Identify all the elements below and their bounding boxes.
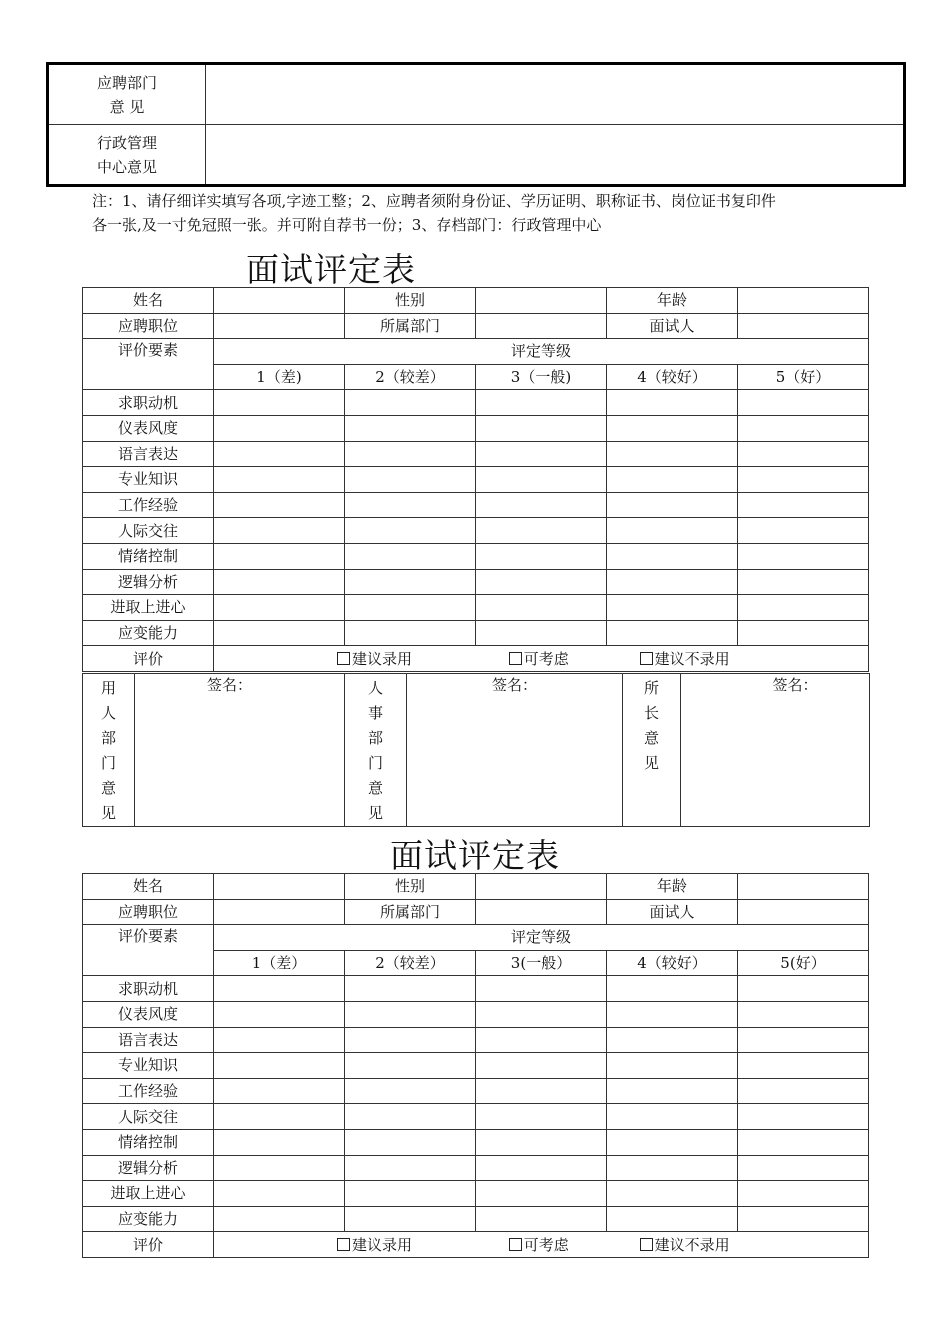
grade-cell[interactable] bbox=[738, 1053, 869, 1079]
option-label: 可考虑 bbox=[523, 1235, 569, 1254]
grade-cell[interactable] bbox=[214, 1129, 345, 1155]
table-row bbox=[83, 874, 869, 900]
field-interviewer[interactable] bbox=[738, 313, 869, 339]
grade-cell[interactable] bbox=[345, 1155, 476, 1181]
grade-cell[interactable] bbox=[476, 569, 607, 595]
grade-cell[interactable] bbox=[345, 1104, 476, 1130]
opinion-table bbox=[46, 62, 906, 187]
grade-cell[interactable] bbox=[738, 441, 869, 467]
table-row bbox=[83, 976, 869, 1002]
verdict-options bbox=[214, 1232, 869, 1258]
label-age: 年龄 bbox=[607, 874, 738, 900]
grade-header: 1（差） bbox=[214, 950, 345, 976]
option-label: 可考虑 bbox=[523, 649, 569, 668]
vert-char: 事 bbox=[367, 704, 383, 722]
label-name: 姓名 bbox=[83, 874, 214, 900]
opinion-row-admin bbox=[48, 125, 905, 186]
label-line: 中心意见 bbox=[96, 157, 157, 176]
grade-cell[interactable] bbox=[476, 1078, 607, 1104]
grade-cell[interactable] bbox=[607, 1078, 738, 1104]
table-row bbox=[83, 674, 870, 827]
grade-cell[interactable] bbox=[738, 518, 869, 544]
vert-char: 门 bbox=[100, 754, 116, 772]
verdict-options bbox=[214, 646, 869, 672]
field-gender[interactable] bbox=[476, 874, 607, 900]
table-row bbox=[83, 543, 869, 569]
vert-char: 用 bbox=[100, 679, 116, 697]
grade-cell[interactable] bbox=[607, 492, 738, 518]
label-position: 应聘职位 bbox=[83, 899, 214, 925]
signature-label: 签名： bbox=[491, 676, 537, 694]
grade-cell[interactable] bbox=[476, 595, 607, 621]
grade-cell[interactable] bbox=[607, 1053, 738, 1079]
table-row bbox=[83, 415, 869, 441]
signature-table bbox=[82, 673, 870, 827]
grade-cell[interactable] bbox=[738, 569, 869, 595]
note-text bbox=[92, 189, 872, 237]
evaluation-table-2 bbox=[82, 873, 869, 1258]
option-recommend[interactable] bbox=[337, 1236, 412, 1254]
grade-cell[interactable] bbox=[607, 620, 738, 646]
label-interviewer: 面试人 bbox=[607, 313, 738, 339]
grade-cell[interactable] bbox=[214, 1027, 345, 1053]
option-label: 建议不录用 bbox=[654, 649, 730, 668]
table-row bbox=[83, 925, 869, 951]
grade-cell[interactable] bbox=[345, 1027, 476, 1053]
opinion-field-dept[interactable] bbox=[206, 64, 905, 125]
factor-label: 人际交往 bbox=[83, 1104, 214, 1130]
grade-cell[interactable] bbox=[607, 976, 738, 1002]
grade-cell[interactable] bbox=[345, 1206, 476, 1232]
factor-label: 人际交往 bbox=[83, 518, 214, 544]
field-name[interactable] bbox=[214, 874, 345, 900]
label-gender: 性别 bbox=[345, 874, 476, 900]
evaluation-table-1 bbox=[82, 287, 869, 672]
option-label: 建议录用 bbox=[352, 649, 413, 668]
grade-cell[interactable] bbox=[214, 390, 345, 416]
grade-cell[interactable] bbox=[738, 595, 869, 621]
factor-label: 逻辑分析 bbox=[83, 569, 214, 595]
factor-label: 语言表达 bbox=[83, 1027, 214, 1053]
factor-label: 应变能力 bbox=[83, 620, 214, 646]
label-evaluation: 评价 bbox=[83, 646, 214, 672]
table-row bbox=[83, 1001, 869, 1027]
grade-cell[interactable] bbox=[476, 976, 607, 1002]
factor-label: 工作经验 bbox=[83, 492, 214, 518]
grade-cell[interactable] bbox=[476, 1027, 607, 1053]
grade-cell[interactable] bbox=[345, 1053, 476, 1079]
grade-cell[interactable] bbox=[345, 518, 476, 544]
factor-label: 专业知识 bbox=[83, 467, 214, 493]
grade-cell[interactable] bbox=[607, 518, 738, 544]
table-row bbox=[83, 441, 869, 467]
grade-cell[interactable] bbox=[214, 492, 345, 518]
grade-cell[interactable] bbox=[476, 543, 607, 569]
grade-header: 2（较差） bbox=[345, 950, 476, 976]
vert-char: 人 bbox=[367, 679, 383, 697]
grade-cell[interactable] bbox=[214, 1104, 345, 1130]
table-row bbox=[83, 1129, 869, 1155]
table-row bbox=[83, 899, 869, 925]
grade-cell[interactable] bbox=[214, 1181, 345, 1207]
table-row bbox=[83, 1027, 869, 1053]
factor-label: 情绪控制 bbox=[83, 543, 214, 569]
table-row bbox=[83, 620, 869, 646]
grade-header: 1（差) bbox=[214, 364, 345, 390]
option-reject[interactable] bbox=[640, 1236, 730, 1254]
vert-char: 见 bbox=[643, 754, 659, 772]
label-grade: 评定等级 bbox=[214, 339, 869, 365]
grade-cell[interactable] bbox=[476, 518, 607, 544]
vert-char: 门 bbox=[367, 754, 383, 772]
grade-cell[interactable] bbox=[607, 1206, 738, 1232]
grade-cell[interactable] bbox=[607, 1129, 738, 1155]
table-row bbox=[83, 1104, 869, 1130]
grade-cell[interactable] bbox=[345, 492, 476, 518]
grade-cell[interactable] bbox=[607, 467, 738, 493]
grade-header: 5(好） bbox=[738, 950, 869, 976]
option-label: 建议录用 bbox=[352, 1235, 413, 1254]
grade-cell[interactable] bbox=[738, 1129, 869, 1155]
label-interviewer: 面试人 bbox=[607, 899, 738, 925]
grade-cell[interactable] bbox=[476, 467, 607, 493]
table-row bbox=[83, 1181, 869, 1207]
grade-cell[interactable] bbox=[607, 1181, 738, 1207]
grade-cell[interactable] bbox=[607, 569, 738, 595]
option-label: 建议不录用 bbox=[654, 1235, 730, 1254]
field-age[interactable] bbox=[738, 874, 869, 900]
grade-cell[interactable] bbox=[476, 415, 607, 441]
label-factors: 评价要素 bbox=[83, 339, 214, 390]
grade-cell[interactable] bbox=[214, 569, 345, 595]
factor-label: 情绪控制 bbox=[83, 1129, 214, 1155]
option-reject[interactable] bbox=[640, 650, 730, 668]
vert-char: 意 bbox=[643, 729, 659, 747]
hr-opinion-label bbox=[345, 674, 407, 827]
dept-opinion-label bbox=[83, 674, 135, 827]
grade-cell[interactable] bbox=[607, 595, 738, 621]
grade-cell[interactable] bbox=[345, 467, 476, 493]
grade-cell[interactable] bbox=[345, 543, 476, 569]
grade-header: 2（较差） bbox=[345, 364, 476, 390]
grade-cell[interactable] bbox=[214, 976, 345, 1002]
grade-cell[interactable] bbox=[345, 1129, 476, 1155]
grade-cell[interactable] bbox=[476, 620, 607, 646]
table-row bbox=[83, 467, 869, 493]
grade-cell[interactable] bbox=[476, 492, 607, 518]
grade-cell[interactable] bbox=[345, 1078, 476, 1104]
grade-cell[interactable] bbox=[738, 976, 869, 1002]
table-row bbox=[83, 492, 869, 518]
grade-cell[interactable] bbox=[607, 390, 738, 416]
table-row bbox=[83, 518, 869, 544]
grade-cell[interactable] bbox=[214, 467, 345, 493]
grade-cell[interactable] bbox=[476, 1001, 607, 1027]
grade-cell[interactable] bbox=[607, 441, 738, 467]
grade-header: 3(一般） bbox=[476, 950, 607, 976]
factor-label: 应变能力 bbox=[83, 1206, 214, 1232]
grade-cell[interactable] bbox=[214, 1206, 345, 1232]
field-position[interactable] bbox=[214, 313, 345, 339]
table-row bbox=[83, 339, 869, 365]
table-row bbox=[83, 595, 869, 621]
label-evaluation: 评价 bbox=[83, 1232, 214, 1258]
label-factors: 评价要素 bbox=[83, 925, 214, 976]
dept-signature-field[interactable] bbox=[135, 674, 345, 827]
label-dept: 所属部门 bbox=[345, 313, 476, 339]
label-line: 应聘部门 bbox=[96, 73, 157, 92]
grade-cell[interactable] bbox=[476, 1129, 607, 1155]
field-position[interactable] bbox=[214, 899, 345, 925]
grade-cell[interactable] bbox=[476, 1181, 607, 1207]
table-row bbox=[83, 1206, 869, 1232]
director-signature-field[interactable] bbox=[681, 674, 870, 827]
checkbox-icon bbox=[509, 1238, 522, 1251]
opinion-row-dept bbox=[48, 64, 905, 125]
grade-cell[interactable] bbox=[607, 1155, 738, 1181]
grade-cell[interactable] bbox=[345, 595, 476, 621]
grade-cell[interactable] bbox=[345, 620, 476, 646]
grade-cell[interactable] bbox=[214, 543, 345, 569]
factor-label: 工作经验 bbox=[83, 1078, 214, 1104]
vert-char: 人 bbox=[100, 704, 116, 722]
table-row bbox=[83, 1232, 869, 1258]
table-row bbox=[83, 1078, 869, 1104]
signature-label: 签名： bbox=[206, 676, 252, 694]
grade-cell[interactable] bbox=[738, 1078, 869, 1104]
checkbox-icon bbox=[509, 652, 522, 665]
vert-char: 部 bbox=[367, 729, 383, 747]
factor-label: 语言表达 bbox=[83, 441, 214, 467]
grade-cell[interactable] bbox=[738, 467, 869, 493]
signature-label: 签名： bbox=[772, 676, 818, 694]
field-interviewer[interactable] bbox=[738, 899, 869, 925]
grade-cell[interactable] bbox=[345, 415, 476, 441]
grade-cell[interactable] bbox=[214, 1078, 345, 1104]
factor-label: 逻辑分析 bbox=[83, 1155, 214, 1181]
grade-cell[interactable] bbox=[214, 518, 345, 544]
label-dept: 所属部门 bbox=[345, 899, 476, 925]
grade-cell[interactable] bbox=[345, 441, 476, 467]
option-consider[interactable] bbox=[509, 1236, 569, 1254]
field-dept[interactable] bbox=[476, 899, 607, 925]
form-title-2: 面试评定表 bbox=[390, 836, 560, 875]
grade-cell[interactable] bbox=[607, 1104, 738, 1130]
factor-label: 进取上进心 bbox=[83, 1181, 214, 1207]
grade-cell[interactable] bbox=[214, 1155, 345, 1181]
table-row bbox=[83, 1155, 869, 1181]
grade-cell[interactable] bbox=[476, 390, 607, 416]
grade-cell[interactable] bbox=[214, 1001, 345, 1027]
note-line-1: 注：1、请仔细详实填写各项,字迹工整；2、应聘者须附身份证、学历证明、职称证书、岗位证书复印件 bbox=[92, 192, 776, 210]
vert-char: 长 bbox=[643, 704, 659, 722]
hr-signature-field[interactable] bbox=[407, 674, 623, 827]
vert-char: 所 bbox=[643, 679, 659, 697]
label-gender: 性别 bbox=[345, 288, 476, 314]
factor-label: 求职动机 bbox=[83, 390, 214, 416]
grade-cell[interactable] bbox=[607, 415, 738, 441]
grade-cell[interactable] bbox=[738, 543, 869, 569]
vert-char: 意 bbox=[367, 779, 383, 797]
grade-cell[interactable] bbox=[214, 415, 345, 441]
table-row bbox=[83, 390, 869, 416]
grade-cell[interactable] bbox=[476, 1104, 607, 1130]
grade-cell[interactable] bbox=[607, 1001, 738, 1027]
grade-cell[interactable] bbox=[738, 620, 869, 646]
grade-cell[interactable] bbox=[607, 543, 738, 569]
checkbox-icon bbox=[640, 652, 653, 665]
factor-label: 仪表风度 bbox=[83, 1001, 214, 1027]
grade-cell[interactable] bbox=[476, 1053, 607, 1079]
opinion-label-dept bbox=[48, 64, 206, 125]
grade-cell[interactable] bbox=[476, 1155, 607, 1181]
table-row bbox=[83, 646, 869, 672]
grade-cell[interactable] bbox=[214, 595, 345, 621]
grade-cell[interactable] bbox=[214, 1053, 345, 1079]
director-opinion-label bbox=[623, 674, 681, 827]
label-grade: 评定等级 bbox=[214, 925, 869, 951]
factor-label: 仪表风度 bbox=[83, 415, 214, 441]
option-consider[interactable] bbox=[509, 650, 569, 668]
vert-char: 见 bbox=[367, 804, 383, 822]
factor-label: 专业知识 bbox=[83, 1053, 214, 1079]
label-age: 年龄 bbox=[607, 288, 738, 314]
factor-label: 求职动机 bbox=[83, 976, 214, 1002]
table-row bbox=[83, 1053, 869, 1079]
form-title-1: 面试评定表 bbox=[246, 250, 416, 289]
opinion-field-admin[interactable] bbox=[206, 125, 905, 186]
grade-cell[interactable] bbox=[345, 1001, 476, 1027]
label-position: 应聘职位 bbox=[83, 313, 214, 339]
table-row bbox=[83, 288, 869, 314]
checkbox-icon bbox=[337, 1238, 350, 1251]
option-recommend[interactable] bbox=[337, 650, 412, 668]
grade-cell[interactable] bbox=[738, 390, 869, 416]
checkbox-icon bbox=[337, 652, 350, 665]
field-age[interactable] bbox=[738, 288, 869, 314]
label-line: 行政管理 bbox=[96, 133, 157, 152]
table-row bbox=[83, 313, 869, 339]
grade-cell[interactable] bbox=[476, 1206, 607, 1232]
checkbox-icon bbox=[640, 1238, 653, 1251]
grade-cell[interactable] bbox=[738, 1027, 869, 1053]
vert-char: 部 bbox=[100, 729, 116, 747]
label-line: 意 见 bbox=[109, 97, 145, 116]
field-name[interactable] bbox=[214, 288, 345, 314]
grade-cell[interactable] bbox=[214, 441, 345, 467]
grade-cell[interactable] bbox=[345, 569, 476, 595]
grade-header: 3（一般) bbox=[476, 364, 607, 390]
label-name: 姓名 bbox=[83, 288, 214, 314]
grade-cell[interactable] bbox=[738, 1206, 869, 1232]
field-gender[interactable] bbox=[476, 288, 607, 314]
grade-cell[interactable] bbox=[738, 1001, 869, 1027]
grade-cell[interactable] bbox=[738, 415, 869, 441]
table-row bbox=[83, 569, 869, 595]
opinion-label-admin bbox=[48, 125, 206, 186]
note-line-2: 各一张,及一寸免冠照一张。并可附自荐书一份；3、存档部门：行政管理中心 bbox=[92, 216, 602, 234]
grade-cell[interactable] bbox=[738, 1104, 869, 1130]
vert-char: 意 bbox=[100, 779, 116, 797]
grade-cell[interactable] bbox=[345, 390, 476, 416]
grade-header: 4（较好） bbox=[607, 950, 738, 976]
grade-header: 4（较好） bbox=[607, 364, 738, 390]
grade-cell[interactable] bbox=[345, 1181, 476, 1207]
grade-cell[interactable] bbox=[738, 1181, 869, 1207]
factor-label: 进取上进心 bbox=[83, 595, 214, 621]
grade-cell[interactable] bbox=[214, 620, 345, 646]
grade-cell[interactable] bbox=[476, 441, 607, 467]
grade-cell[interactable] bbox=[345, 976, 476, 1002]
grade-header: 5（好） bbox=[738, 364, 869, 390]
field-dept[interactable] bbox=[476, 313, 607, 339]
grade-cell[interactable] bbox=[738, 1155, 869, 1181]
grade-cell[interactable] bbox=[607, 1027, 738, 1053]
vert-char: 见 bbox=[100, 804, 116, 822]
grade-cell[interactable] bbox=[738, 492, 869, 518]
